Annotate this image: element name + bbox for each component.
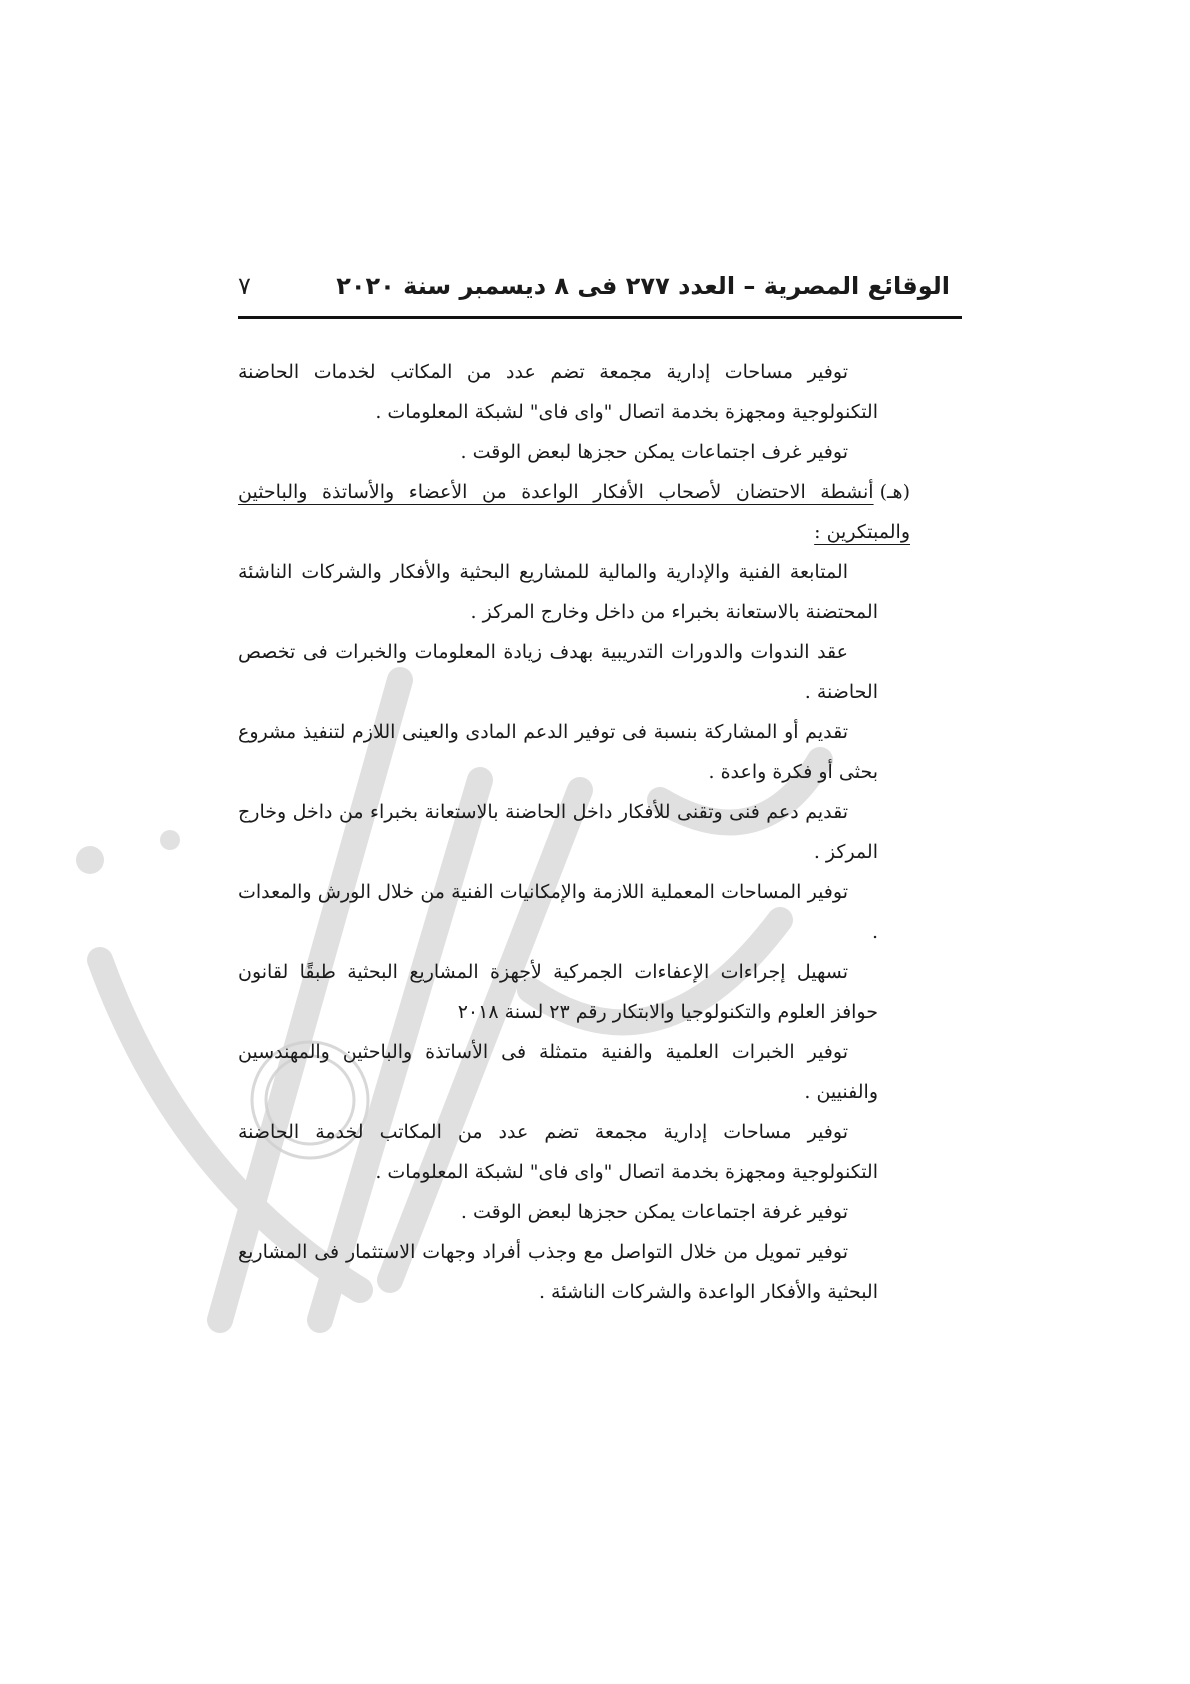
paragraph: تقديم دعم فنى وتقنى للأفكار داخل الحاضنة بالاستعانة بخبراء من داخل وخارج المركز . [238, 801, 878, 863]
paragraph: توفير غرفة اجتماعات يمكن حجزها لبعض الوقت . [460, 1201, 848, 1223]
paragraph: توفير الخبرات العلمية والفنية متمثلة فى الأساتذة والباحثين والمهندسين والفنيين . [238, 1041, 878, 1103]
section-heading [238, 472, 910, 552]
section-label: (هـ) [879, 481, 910, 503]
paragraph: عقد الندوات والدورات التدريبية بهدف زيادة المعلومات والخبرات فى تخصص الحاضنة . [238, 641, 878, 703]
paragraph: توفير تمويل من خلال التواصل مع وجذب أفراد وجهات الاستثمار فى المشاريع البحثية والأفكار الواعدة والشركات الناشئة . [238, 1241, 878, 1303]
paragraph: توفير المساحات المعملية اللازمة والإمكانيات الفنية من خلال الورش والمعدات . [238, 881, 878, 943]
page-number: ٧ [238, 272, 251, 300]
document-body [238, 352, 910, 1312]
paragraph: توفير غرف اجتماعات يمكن حجزها لبعض الوقت . [460, 441, 848, 463]
publication-title: الوقائع المصرية – العدد ٢٧٧ فى ٨ ديسمبر سنة ٢٠٢٠ [336, 272, 950, 300]
paragraph: المتابعة الفنية والإدارية والمالية للمشاريع البحثية والأفكار والشركات الناشئة المحتضنة بالاستعانة بخبراء من داخل وخارج المركز . [238, 561, 878, 623]
paragraph: تسهيل إجراءات الإعفاءات الجمركية لأجهزة المشاريع البحثية طبقًا لقانون حوافز العلوم والتكنولوجيا والابتكار رقم ٢٣ لسنة ٢٠١٨ [238, 961, 878, 1023]
paragraph: تقديم أو المشاركة بنسبة فى توفير الدعم المادى والعينى اللازم لتنفيذ مشروع بحثى أو فكرة واعدة . [238, 721, 878, 783]
section-heading-text: أنشطة الاحتضان لأصحاب الأفكار الواعدة من الأعضاء والأساتذة والباحثين والمبتكرين : [238, 481, 910, 543]
header-divider [238, 316, 962, 319]
page-header [238, 272, 962, 320]
paragraph: توفير مساحات إدارية مجمعة تضم عدد من المكاتب لخدمات الحاضنة التكنولوجية ومجهزة بخدمة اتصال "واى فاى" لشبكة المعلومات . [238, 361, 878, 423]
paragraph: توفير مساحات إدارية مجمعة تضم عدد من المكاتب لخدمة الحاضنة التكنولوجية ومجهزة بخدمة اتصال "واى فاى" لشبكة المعلومات . [238, 1121, 878, 1183]
